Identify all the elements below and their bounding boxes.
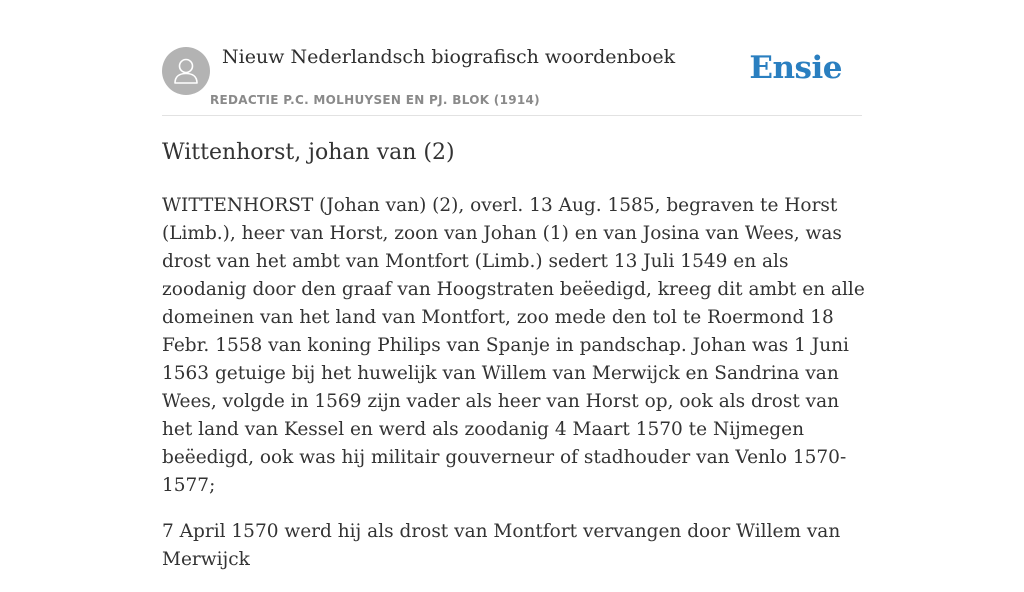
source-header: [162, 0, 862, 116]
entry-title: Wittenhorst, johan van (2): [162, 140, 455, 165]
source-subtitle: REDACTIE P.C. MOLHUYSEN EN PJ. BLOK (1914): [210, 93, 540, 107]
user-icon: [172, 56, 200, 86]
brand-logo[interactable]: Ensie: [749, 50, 842, 86]
entry-paragraph: 7 April 1570 werd hij als drost van Montfort vervangen door Willem van Merwijck: [162, 521, 841, 570]
entry-paragraph: WITTENHORST (Johan van) (2), overl. 13 Aug. 1585, begraven te Horst (Limb.), heer van Horst, zoon van Johan (1) en van Josina van Wees, was drost van het ambt van Montfort (Limb.) sedert 13 Juli 1549 en als zoodanig door den graaf van Hoogstraten beëedigd, kreeg dit ambt en alle domeinen van het land van Montfort, zoo mede den tol te Roermond 18 Febr. 1558 van koning Philips van Spanje in pandschap. Johan was 1 Juni 1563 getuige bij het huwelijk van Willem van Merwijck en Sandrina van Wees, volgde in 1569 zijn vader als heer van Horst op, ook als drost van het land van Kessel en werd als zoodanig 4 Maart 1570 te Nijmegen beëedigd, ook was hij militair gouverneur of stadhouder van Venlo 1570-1577;: [162, 195, 865, 496]
avatar[interactable]: [162, 47, 210, 95]
page-container: [162, 0, 865, 570]
entry-body: [162, 192, 874, 592]
source-title[interactable]: Nieuw Nederlandsch biografisch woordenboek: [222, 46, 676, 68]
